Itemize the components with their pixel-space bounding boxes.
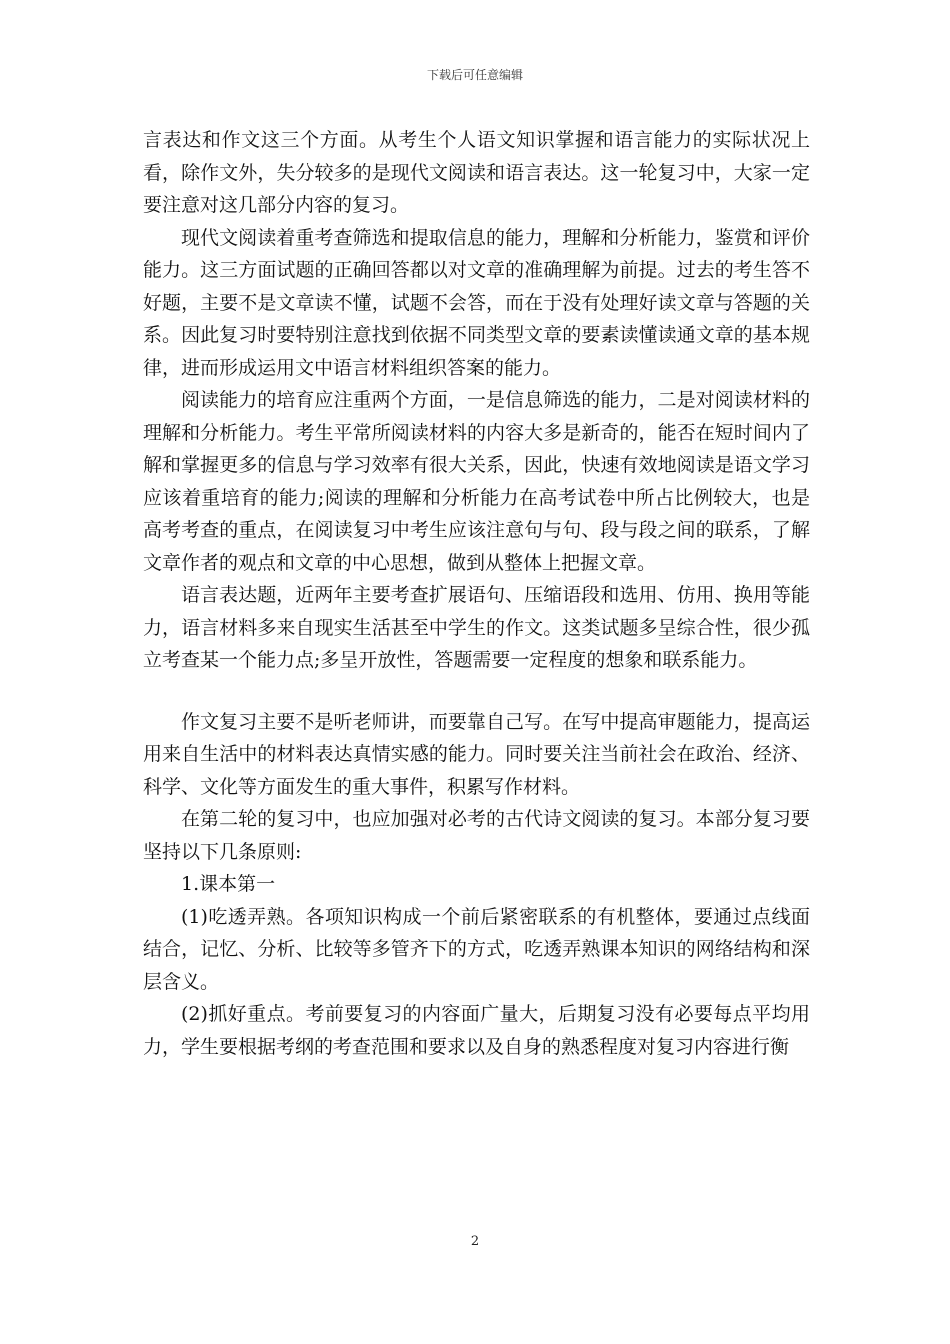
paragraph-composition: 作文复习主要不是听老师讲，而要靠自己写。在写中提高审题能力，提高运用来自生活中的材料表达真情实感的能力。同时要关注当前社会在政治、经济、科学、文化等方面发生的重大事件，积累写作材料。 <box>143 710 810 798</box>
paragraph-modern-reading: 现代文阅读着重考查筛选和提取信息的能力，理解和分析能力，鉴赏和评价能力。这三方面试题的正确回答都以对文章的准确理解为前提。过去的考生答不好题，主要不是文章读不懂，试题不会答，而在于没有处理好读文章与答题的关系。因此复习时要特别注意找到依据不同类型文章的要素读懂读通文章的基本规律，进而形成运用文中语言材料组织答案的能力。 <box>143 226 810 379</box>
document-body <box>143 124 810 1063</box>
list-item-1: (1)吃透弄熟。各项知识构成一个前后紧密联系的有机整体，要通过点线面结合，记忆、分析、比较等多管齐下的方式，吃透弄熟课本知识的网络结构和深层含义。 <box>143 905 810 993</box>
paragraph-continued: 言表达和作文这三个方面。从考生个人语文知识掌握和语言能力的实际状况上看，除作文外，失分较多的是现代文阅读和语言表达。这一轮复习中，大家一定要注意对这几部分内容的复习。 <box>143 129 810 216</box>
page-header: 下载后可任意编辑 <box>426 68 523 82</box>
paragraph-language-expression: 语言表达题，近两年主要考查扩展语句、压缩语段和选用、仿用、换用等能力，语言材料多来自现实生活甚至中学生的作文。这类试题多呈综合性，很少孤立考查某一个能力点;多呈开放性，答题需要一定程度的想象和联系能力。 <box>143 584 810 671</box>
page-number: 2 <box>470 1234 480 1249</box>
list-heading-textbook-first: 1.课本第一 <box>181 873 276 895</box>
paragraph-reading-ability: 阅读能力的培育应注重两个方面，一是信息筛选的能力，二是对阅读材料的理解和分析能力。考生平常所阅读材料的内容大多是新奇的，能否在短时间内了解和掌握更多的信息与学习效率有很大关系，因此，快速有效地阅读是语文学习应该着重培育的能力;阅读的理解和分析能力在高考试卷中所占比例较大，也是高考考查的重点，在阅读复习中考生应该注意句与句、段与段之间的联系，了解文章作者的观点和文章的中心思想，做到从整体上把握文章。 <box>143 389 810 574</box>
paragraph-second-round: 在第二轮的复习中，也应加强对必考的古代诗文阅读的复习。本部分复习要坚持以下几条原则: <box>143 808 810 863</box>
list-item-2: (2)抓好重点。考前要复习的内容面广量大，后期复习没有必要每点平均用力，学生要根据考纲的考查范围和要求以及自身的熟悉程度对复习内容进行衡 <box>143 1003 810 1058</box>
